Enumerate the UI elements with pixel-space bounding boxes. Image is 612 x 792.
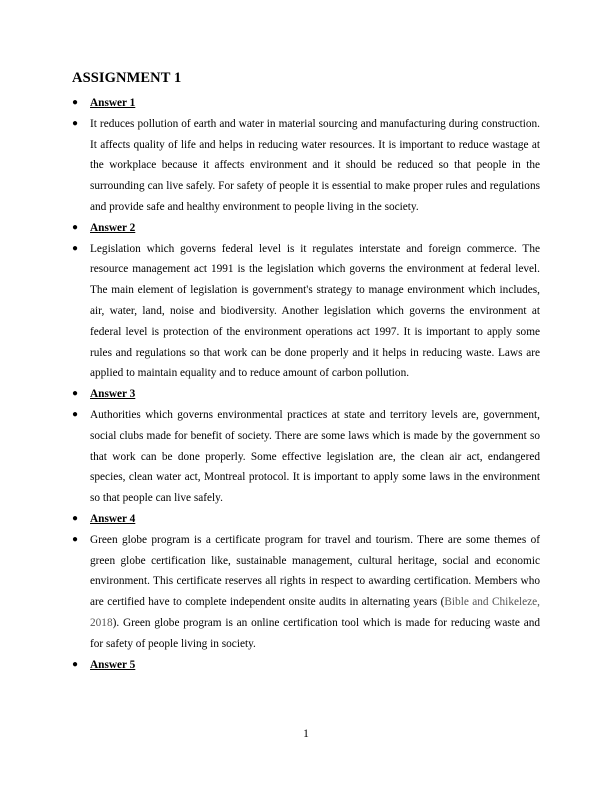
answer-5-heading: Answer 5 <box>90 658 136 671</box>
answer-1-paragraph-item <box>0 114 612 218</box>
bullet-icon: ● <box>72 658 79 670</box>
assignment-title: ASSIGNMENT 1 <box>72 70 182 86</box>
answer-4-heading: Answer 4 <box>90 512 136 525</box>
bullet-icon: ● <box>72 97 79 108</box>
answer-4-heading-item <box>0 509 612 530</box>
answer-2-paragraph-item <box>0 239 612 385</box>
bullet-icon: ● <box>72 117 79 129</box>
answer-3-paragraph: Authorities which governs environmental practices at state and territory levels are, government, social clubs made for benefit of society. There are some laws which is made by the government so that work can be done properly. Some effective legislation are, the clean air act, endangered species, clean water act, Montreal protocol. It is important to apply some laws in the environment so that people can live safely. <box>90 408 540 505</box>
answer-1-paragraph: It reduces pollution of earth and water in material sourcing and manufacturing during construction. It affects quality of life and helps in reducing water resources. It is important to reduce wastage at the workplace because it affects environment and it should be reduced so that people in the surrounding can live safely. For safety of people it is essential to make proper rules and regulations and provide safe and healthy environment to people living in the society. <box>90 117 540 213</box>
answer-4-paragraph-end: ). Green globe program is an online certification tool which is made for reducing waste and for safety of people living in society. <box>90 616 540 650</box>
answer-4-paragraph-start: Green globe program is a certificate program for travel and tourism. There are some themes of green globe certification like, sustainable management, cultural heritage, social and economic environment. This certificate reserves all rights in respect to awarding certification. Members who are certified have to complete independent onsite audits in alternating years ( <box>90 533 540 609</box>
answer-5-heading-item <box>0 655 612 676</box>
answer-3-heading-item <box>0 384 612 405</box>
bullet-icon: ● <box>72 388 79 400</box>
answer-2-paragraph: Legislation which governs federal level is it regulates interstate and foreign commerce. The resource management act 1991 is the legislation which governs the environment at federal level. The main element of legislation is government's strategy to manage environment which includes, air, water, land, noise and biodiversity. Another legislation which governs the environment at federal level is protection of the environment operations act 1997. It is important to apply some rules and regulations so that work can be done properly and it helps in reducing waste. Laws are applied to maintain equality and to reduce amount of carbon pollution. <box>90 242 540 380</box>
citation-link[interactable]: Bible and Chikeleze, 2018 <box>90 596 540 629</box>
answer-3-heading: Answer 3 <box>90 388 136 401</box>
bullet-icon: ● <box>72 221 79 233</box>
answer-3-paragraph-item <box>0 405 612 509</box>
answer-2-heading-item <box>0 218 612 239</box>
answer-4-paragraph-item <box>0 530 612 655</box>
answer-2-heading: Answer 2 <box>90 221 136 234</box>
bullet-icon: ● <box>72 533 79 545</box>
bullet-icon: ● <box>72 512 79 524</box>
answer-1-heading-item <box>0 93 612 114</box>
bullet-icon: ● <box>72 242 79 254</box>
answer-1-heading: Answer 1 <box>90 97 136 109</box>
page-number: 1 <box>303 728 309 740</box>
answer-list <box>0 93 612 675</box>
bullet-icon: ● <box>72 408 79 420</box>
